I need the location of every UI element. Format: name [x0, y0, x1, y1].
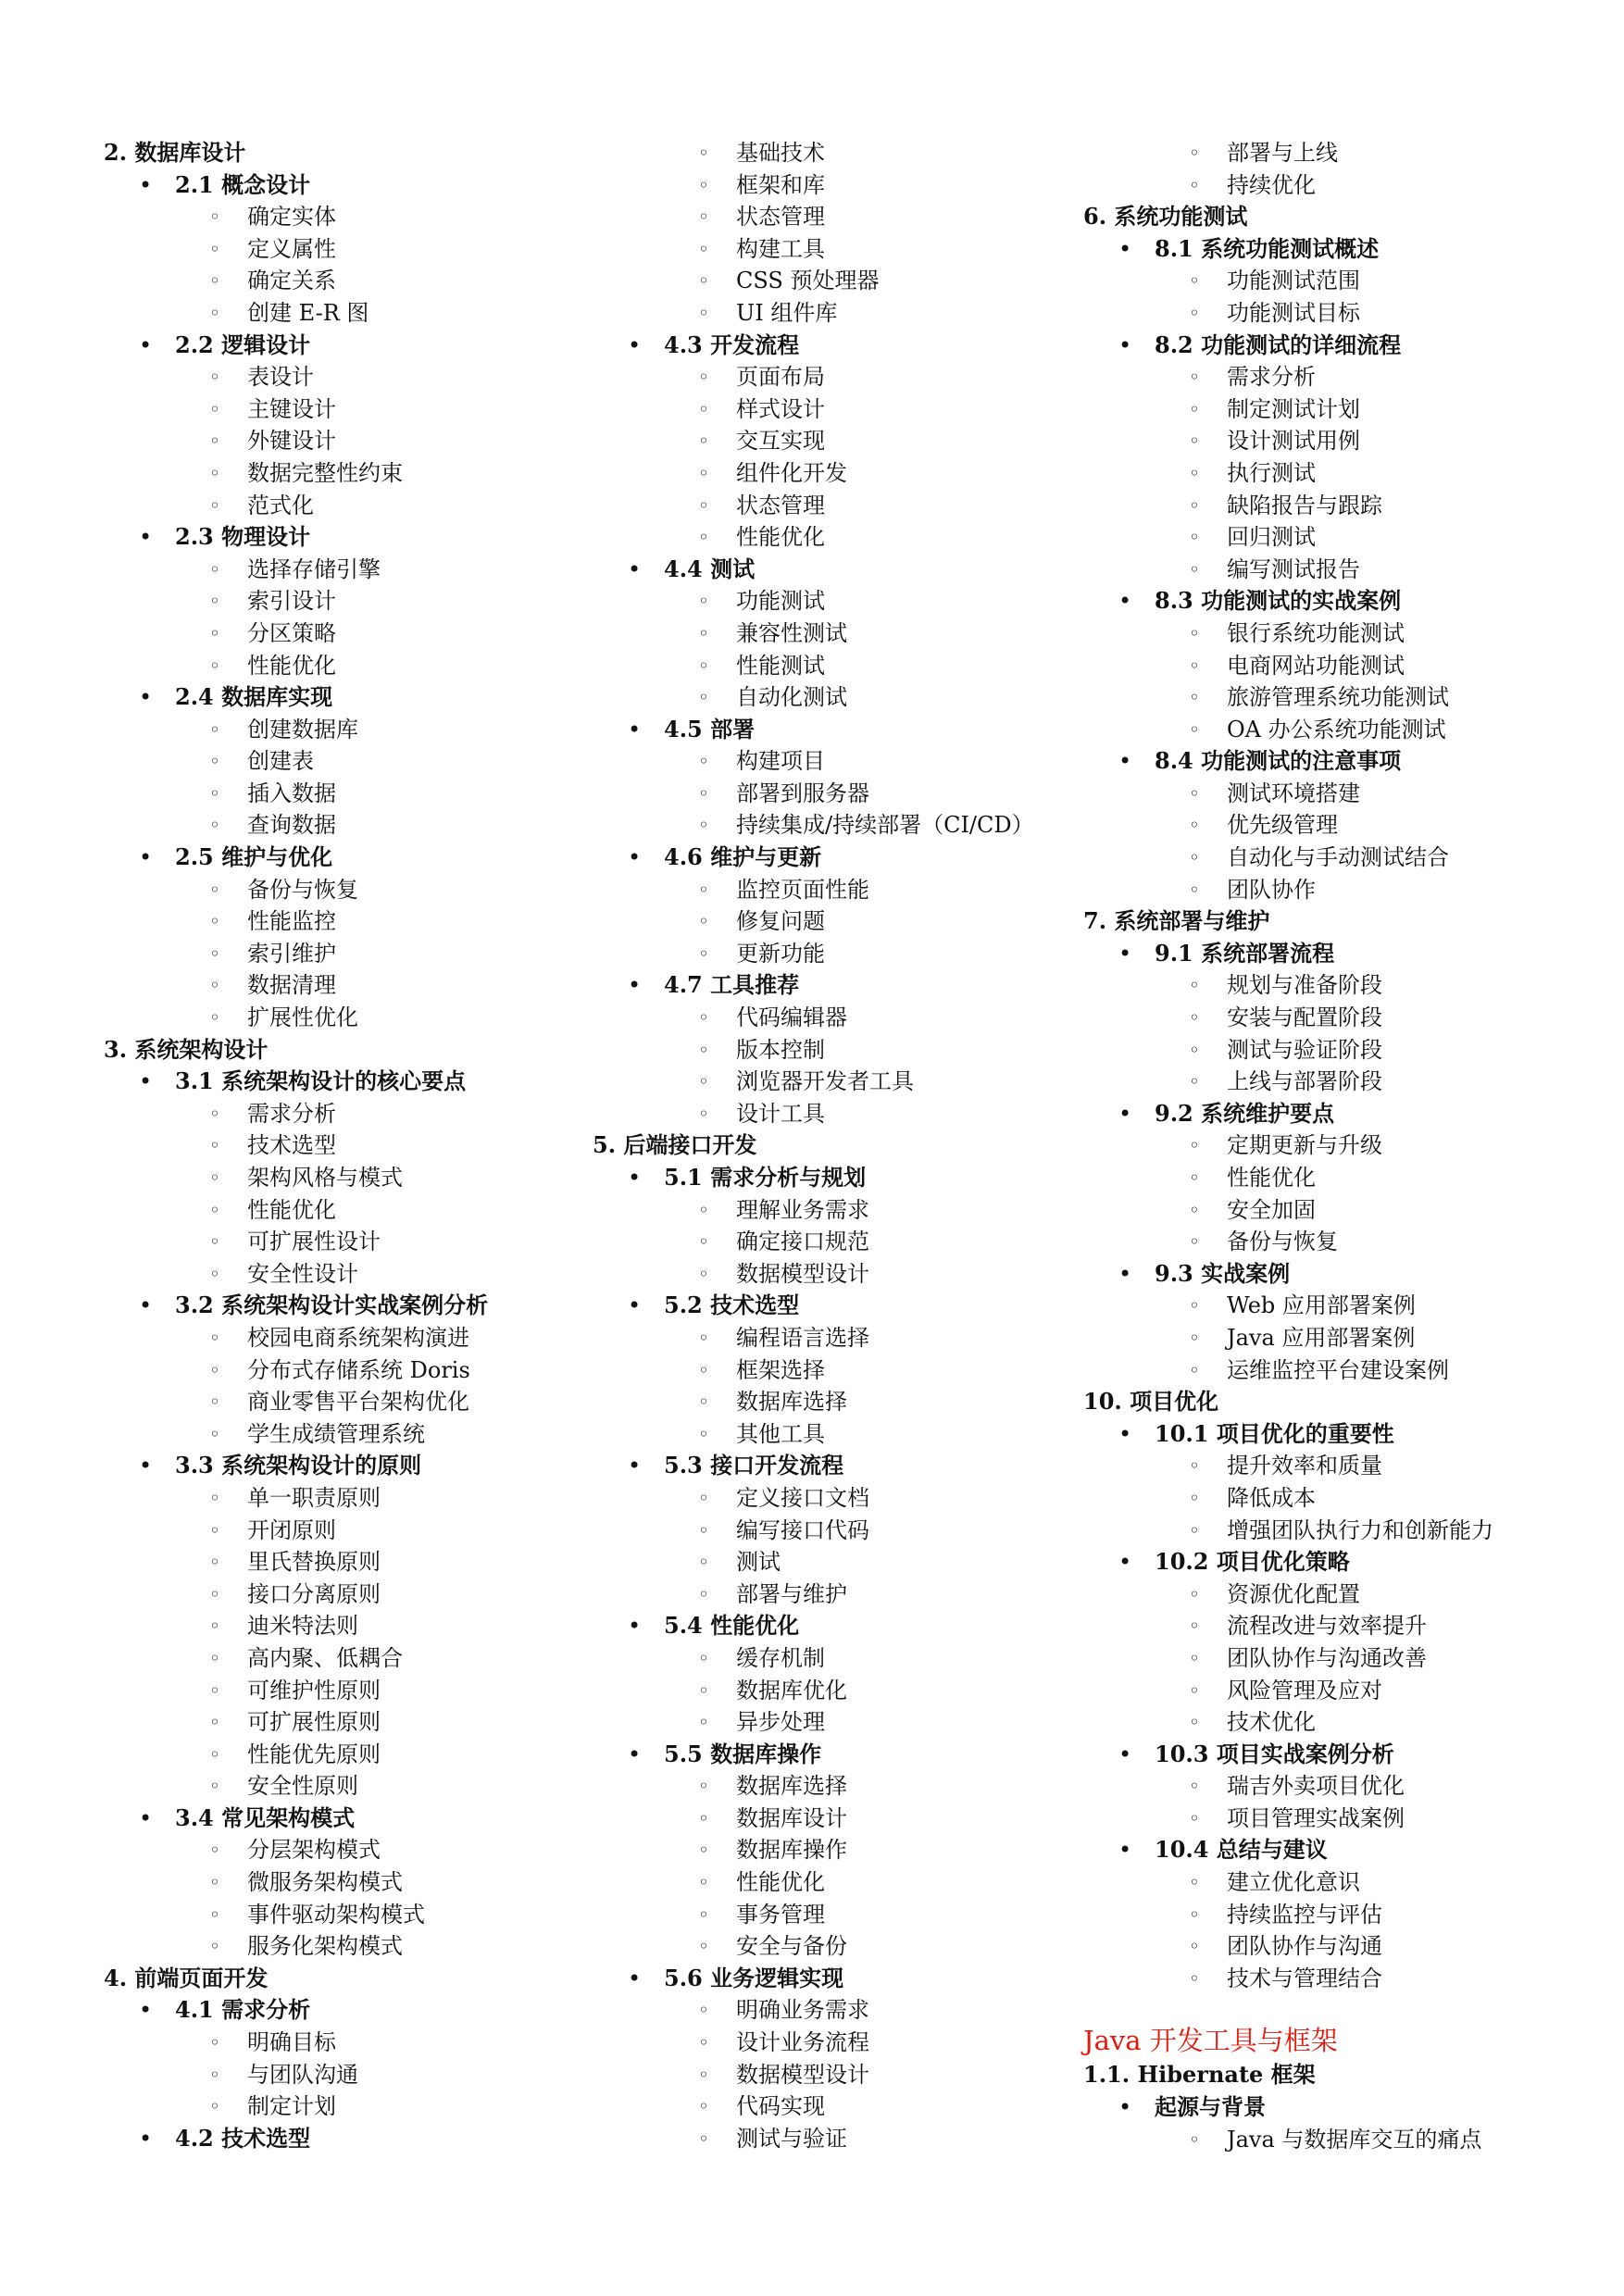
- list-item: ◦ 测试与验证: [593, 2123, 1093, 2155]
- list-item: ◦ 兼容性测试: [593, 618, 1093, 650]
- subsection-item: • 10.2 项目优化策略: [1083, 1546, 1583, 1578]
- list-item: ◦ 构建项目: [593, 745, 1093, 778]
- list-item: ◦ 制定测试计划: [1083, 393, 1583, 426]
- list-item: ◦ 组件化开发: [593, 457, 1093, 490]
- list-item: ◦ 提升效率和质量: [1083, 1450, 1583, 1482]
- list-item: ◦ 事件驱动架构模式: [104, 1899, 604, 1931]
- subsection-item: • 5.1 需求分析与规划: [593, 1162, 1093, 1194]
- list-item: ◦ 分区策略: [104, 618, 604, 650]
- list-item: ◦ 事务管理: [593, 1899, 1093, 1931]
- subsection-item: • 4.6 维护与更新: [593, 842, 1093, 874]
- list-item: ◦ 瑞吉外卖项目优化: [1083, 1770, 1583, 1803]
- list-item: ◦ 插入数据: [104, 778, 604, 810]
- subsection-item: • 9.1 系统部署流程: [1083, 938, 1583, 970]
- subsection-item: • 8.3 功能测试的实战案例: [1083, 585, 1583, 618]
- list-item: ◦ 可扩展性设计: [104, 1226, 604, 1258]
- list-item: ◦ 部署到服务器: [593, 778, 1093, 810]
- list-item: ◦ 数据库设计: [593, 1803, 1093, 1835]
- subsection-item: • 8.1 系统功能测试概述: [1083, 233, 1583, 266]
- list-item: ◦ 持续优化: [1083, 169, 1583, 202]
- section-heading: 4. 前端页面开发: [104, 1964, 269, 1991]
- subsection-item: • 5.4 性能优化: [593, 1610, 1093, 1642]
- list-item: ◦ UI 组件库: [593, 297, 1093, 330]
- subsection-item: • 2.1 概念设计: [104, 169, 604, 202]
- list-item: ◦ 选择存储引擎: [104, 554, 604, 586]
- subsection-item: • 4.7 工具推荐: [593, 969, 1093, 1002]
- list-item: ◦ 执行测试: [1083, 457, 1583, 490]
- list-item: ◦ 自动化测试: [593, 681, 1093, 714]
- list-item: ◦ 数据库操作: [593, 1834, 1093, 1866]
- list-item: ◦ 明确目标: [104, 2027, 604, 2059]
- list-item: ◦ 开闭原则: [104, 1515, 604, 1547]
- subsection-item: • 2.2 逻辑设计: [104, 330, 604, 362]
- list-item: ◦ 电商网站功能测试: [1083, 650, 1583, 682]
- document-heading: Java 开发工具与框架: [1083, 2025, 1338, 2057]
- list-item: ◦ 性能测试: [593, 650, 1093, 682]
- list-item: ◦ 团队协作与沟通: [1083, 1930, 1583, 1963]
- list-item: ◦ 创建数据库: [104, 714, 604, 746]
- subsection-item: • 10.3 项目实战案例分析: [1083, 1739, 1583, 1771]
- list-item: ◦ 浏览器开发者工具: [593, 1066, 1093, 1098]
- list-item: ◦ 迪米特法则: [104, 1610, 604, 1642]
- list-item: ◦ 单一职责原则: [104, 1482, 604, 1515]
- list-item: ◦ 范式化: [104, 490, 604, 522]
- list-item: ◦ 状态管理: [593, 201, 1093, 233]
- list-item: ◦ 确定关系: [104, 265, 604, 297]
- list-item: ◦ 技术与管理结合: [1083, 1963, 1583, 1995]
- list-item: ◦ 项目管理实战案例: [1083, 1803, 1583, 1835]
- list-item: ◦ 定期更新与升级: [1083, 1129, 1583, 1162]
- list-item: ◦ 安装与配置阶段: [1083, 1002, 1583, 1034]
- subsection-item: • 起源与背景: [1083, 2091, 1583, 2124]
- section-heading: 6. 系统功能测试: [1083, 203, 1248, 231]
- list-item: ◦ 监控页面性能: [593, 874, 1093, 906]
- list-item: ◦ 构建工具: [593, 233, 1093, 266]
- section-heading: 3. 系统架构设计: [104, 1035, 269, 1063]
- list-item: ◦ 里氏替换原则: [104, 1546, 604, 1578]
- list-item: ◦ 设计工具: [593, 1098, 1093, 1130]
- list-item: ◦ 可维护性原则: [104, 1675, 604, 1707]
- subsection-item: • 5.3 接口开发流程: [593, 1450, 1093, 1482]
- list-item: ◦ 基础技术: [593, 137, 1093, 169]
- list-item: ◦ 可扩展性原则: [104, 1706, 604, 1739]
- list-item: ◦ 资源优化配置: [1083, 1578, 1583, 1611]
- list-item: ◦ 部署与上线: [1083, 137, 1583, 169]
- list-item: ◦ 持续监控与评估: [1083, 1899, 1583, 1931]
- list-item: ◦ 数据模型设计: [593, 1258, 1093, 1291]
- list-item: ◦ 数据完整性约束: [104, 457, 604, 490]
- list-item: ◦ OA 办公系统功能测试: [1083, 714, 1583, 746]
- list-item: ◦ 数据模型设计: [593, 2059, 1093, 2091]
- list-item: ◦ 技术选型: [104, 1129, 604, 1162]
- list-item: ◦ 架构风格与模式: [104, 1162, 604, 1194]
- list-item: ◦ 学生成绩管理系统: [104, 1418, 604, 1451]
- list-item: ◦ 分布式存储系统 Doris: [104, 1354, 604, 1387]
- list-item: ◦ 性能优化: [593, 521, 1093, 554]
- list-item: ◦ 上线与部署阶段: [1083, 1066, 1583, 1098]
- list-item: ◦ 编写接口代码: [593, 1515, 1093, 1547]
- list-item: ◦ 确定接口规范: [593, 1226, 1093, 1258]
- subsection-item: • 3.3 系统架构设计的原则: [104, 1450, 604, 1482]
- list-item: ◦ 设计测试用例: [1083, 425, 1583, 457]
- list-item: ◦ 框架选择: [593, 1354, 1093, 1387]
- list-item: ◦ 数据库选择: [593, 1770, 1093, 1803]
- list-item: ◦ 银行系统功能测试: [1083, 618, 1583, 650]
- subsection-item: • 4.3 开发流程: [593, 330, 1093, 362]
- list-item: ◦ 与团队沟通: [104, 2059, 604, 2091]
- list-item: ◦ 回归测试: [1083, 521, 1583, 554]
- list-item: ◦ 流程改进与效率提升: [1083, 1610, 1583, 1642]
- list-item: ◦ 表设计: [104, 361, 604, 393]
- list-item: ◦ 部署与维护: [593, 1578, 1093, 1611]
- list-item: ◦ 安全与备份: [593, 1930, 1093, 1963]
- list-item: ◦ 样式设计: [593, 393, 1093, 426]
- list-item: ◦ 创建表: [104, 745, 604, 778]
- list-item: ◦ 交互实现: [593, 425, 1093, 457]
- subsection-item: • 9.2 系统维护要点: [1083, 1098, 1583, 1130]
- list-item: ◦ 性能优先原则: [104, 1739, 604, 1771]
- subsection-item: • 2.4 数据库实现: [104, 681, 604, 714]
- subsection-item: • 8.4 功能测试的注意事项: [1083, 745, 1583, 778]
- subsection-item: • 4.1 需求分析: [104, 1994, 604, 2027]
- list-item: ◦ 主键设计: [104, 393, 604, 426]
- outline-column-3: [1083, 137, 1583, 2155]
- list-item: ◦ 旅游管理系统功能测试: [1083, 681, 1583, 714]
- list-item: ◦ 测试: [593, 1546, 1093, 1578]
- list-item: ◦ 增强团队执行力和创新能力: [1083, 1515, 1583, 1547]
- list-item: ◦ 功能测试范围: [1083, 265, 1583, 297]
- list-item: ◦ 数据库优化: [593, 1675, 1093, 1707]
- list-item: ◦ 创建 E-R 图: [104, 297, 604, 330]
- subsection-item: • 5.6 业务逻辑实现: [593, 1963, 1093, 1995]
- subsection-item: • 5.5 数据库操作: [593, 1739, 1093, 1771]
- list-item: ◦ 索引维护: [104, 938, 604, 970]
- list-item: ◦ 其他工具: [593, 1418, 1093, 1451]
- list-item: ◦ 修复问题: [593, 905, 1093, 938]
- list-item: ◦ 编程语言选择: [593, 1322, 1093, 1354]
- list-item: ◦ 需求分析: [104, 1098, 604, 1130]
- list-item: ◦ 功能测试: [593, 585, 1093, 618]
- list-item: ◦ 缓存机制: [593, 1642, 1093, 1675]
- section-heading: 7. 系统部署与维护: [1083, 907, 1270, 935]
- list-item: ◦ 更新功能: [593, 938, 1093, 970]
- list-item: ◦ 持续集成/持续部署（CI/CD）: [593, 809, 1093, 842]
- list-item: ◦ 团队协作与沟通改善: [1083, 1642, 1583, 1675]
- list-item: ◦ CSS 预处理器: [593, 265, 1093, 297]
- list-item: ◦ 性能监控: [104, 905, 604, 938]
- subsection-item: • 3.2 系统架构设计实战案例分析: [104, 1290, 604, 1322]
- list-item: ◦ 制定计划: [104, 2090, 604, 2123]
- list-item: ◦ 需求分析: [1083, 361, 1583, 393]
- subsection-item: • 3.4 常见架构模式: [104, 1803, 604, 1835]
- subsection-item: • 8.2 功能测试的详细流程: [1083, 330, 1583, 362]
- list-item: ◦ 运维监控平台建设案例: [1083, 1354, 1583, 1387]
- subsection-item: • 9.3 实战案例: [1083, 1258, 1583, 1291]
- subsection-item: • 4.5 部署: [593, 714, 1093, 746]
- list-item: ◦ 降低成本: [1083, 1482, 1583, 1515]
- subsection-item: • 2.3 物理设计: [104, 521, 604, 554]
- list-item: ◦ 备份与恢复: [104, 874, 604, 906]
- list-item: ◦ 自动化与手动测试结合: [1083, 842, 1583, 874]
- list-item: ◦ 外键设计: [104, 425, 604, 457]
- list-item: ◦ Java 与数据库交互的痛点: [1083, 2124, 1583, 2156]
- list-item: ◦ 校园电商系统架构演进: [104, 1322, 604, 1354]
- list-item: ◦ 风险管理及应对: [1083, 1675, 1583, 1707]
- list-item: ◦ 微服务架构模式: [104, 1866, 604, 1899]
- list-item: ◦ 理解业务需求: [593, 1194, 1093, 1227]
- list-item: ◦ 功能测试目标: [1083, 297, 1583, 330]
- spacer: [1083, 1994, 1583, 2022]
- list-item: ◦ 测试环境搭建: [1083, 778, 1583, 810]
- list-item: ◦ 分层架构模式: [104, 1834, 604, 1866]
- list-item: ◦ 查询数据: [104, 809, 604, 842]
- list-item: ◦ 确定实体: [104, 201, 604, 233]
- list-item: ◦ 服务化架构模式: [104, 1930, 604, 1963]
- list-item: ◦ 安全性设计: [104, 1258, 604, 1291]
- outline-column-1: [104, 137, 604, 2154]
- list-item: ◦ 数据清理: [104, 969, 604, 1002]
- section-heading: 10. 项目优化: [1083, 1388, 1219, 1416]
- list-item: ◦ 状态管理: [593, 490, 1093, 522]
- list-item: ◦ Java 应用部署案例: [1083, 1322, 1583, 1354]
- list-item: ◦ 缺陷报告与跟踪: [1083, 490, 1583, 522]
- section-heading: 2. 数据库设计: [104, 139, 246, 166]
- list-item: ◦ 性能优化: [1083, 1162, 1583, 1194]
- list-item: ◦ 定义接口文档: [593, 1482, 1093, 1515]
- subsection-item: • 3.1 系统架构设计的核心要点: [104, 1066, 604, 1098]
- list-item: ◦ 性能优化: [104, 1194, 604, 1227]
- list-item: ◦ Web 应用部署案例: [1083, 1290, 1583, 1322]
- list-item: ◦ 编写测试报告: [1083, 554, 1583, 586]
- list-item: ◦ 性能优化: [104, 650, 604, 682]
- list-item: ◦ 明确业务需求: [593, 1994, 1093, 2027]
- list-item: ◦ 扩展性优化: [104, 1002, 604, 1034]
- list-item: ◦ 异步处理: [593, 1706, 1093, 1739]
- subsection-item: • 5.2 技术选型: [593, 1290, 1093, 1322]
- subsection-item: • 4.2 技术选型: [104, 2123, 604, 2155]
- list-item: ◦ 定义属性: [104, 233, 604, 266]
- subsection-item: • 10.4 总结与建议: [1083, 1834, 1583, 1866]
- list-item: ◦ 版本控制: [593, 1034, 1093, 1067]
- list-item: ◦ 索引设计: [104, 585, 604, 618]
- list-item: ◦ 接口分离原则: [104, 1578, 604, 1611]
- list-item: ◦ 优先级管理: [1083, 809, 1583, 842]
- subsection-item: • 10.1 项目优化的重要性: [1083, 1418, 1583, 1451]
- list-item: ◦ 安全加固: [1083, 1194, 1583, 1227]
- section-heading: 5. 后端接口开发: [593, 1131, 757, 1159]
- list-item: ◦ 规划与准备阶段: [1083, 969, 1583, 1002]
- list-item: ◦ 设计业务流程: [593, 2027, 1093, 2059]
- list-item: ◦ 性能优化: [593, 1866, 1093, 1899]
- list-item: ◦ 技术优化: [1083, 1706, 1583, 1739]
- chapter-title: 1.1. Hibernate 框架: [1083, 2061, 1316, 2089]
- list-item: ◦ 测试与验证阶段: [1083, 1034, 1583, 1067]
- list-item: ◦ 代码编辑器: [593, 1002, 1093, 1034]
- list-item: ◦ 代码实现: [593, 2090, 1093, 2123]
- subsection-item: • 2.5 维护与优化: [104, 842, 604, 874]
- list-item: ◦ 框架和库: [593, 169, 1093, 202]
- list-item: ◦ 页面布局: [593, 361, 1093, 393]
- subsection-item: • 4.4 测试: [593, 554, 1093, 586]
- list-item: ◦ 数据库选择: [593, 1386, 1093, 1418]
- list-item: ◦ 高内聚、低耦合: [104, 1642, 604, 1675]
- list-item: ◦ 安全性原则: [104, 1770, 604, 1803]
- list-item: ◦ 团队协作: [1083, 874, 1583, 906]
- list-item: ◦ 建立优化意识: [1083, 1866, 1583, 1899]
- outline-column-2: [593, 137, 1093, 2154]
- list-item: ◦ 备份与恢复: [1083, 1226, 1583, 1258]
- list-item: ◦ 商业零售平台架构优化: [104, 1386, 604, 1418]
